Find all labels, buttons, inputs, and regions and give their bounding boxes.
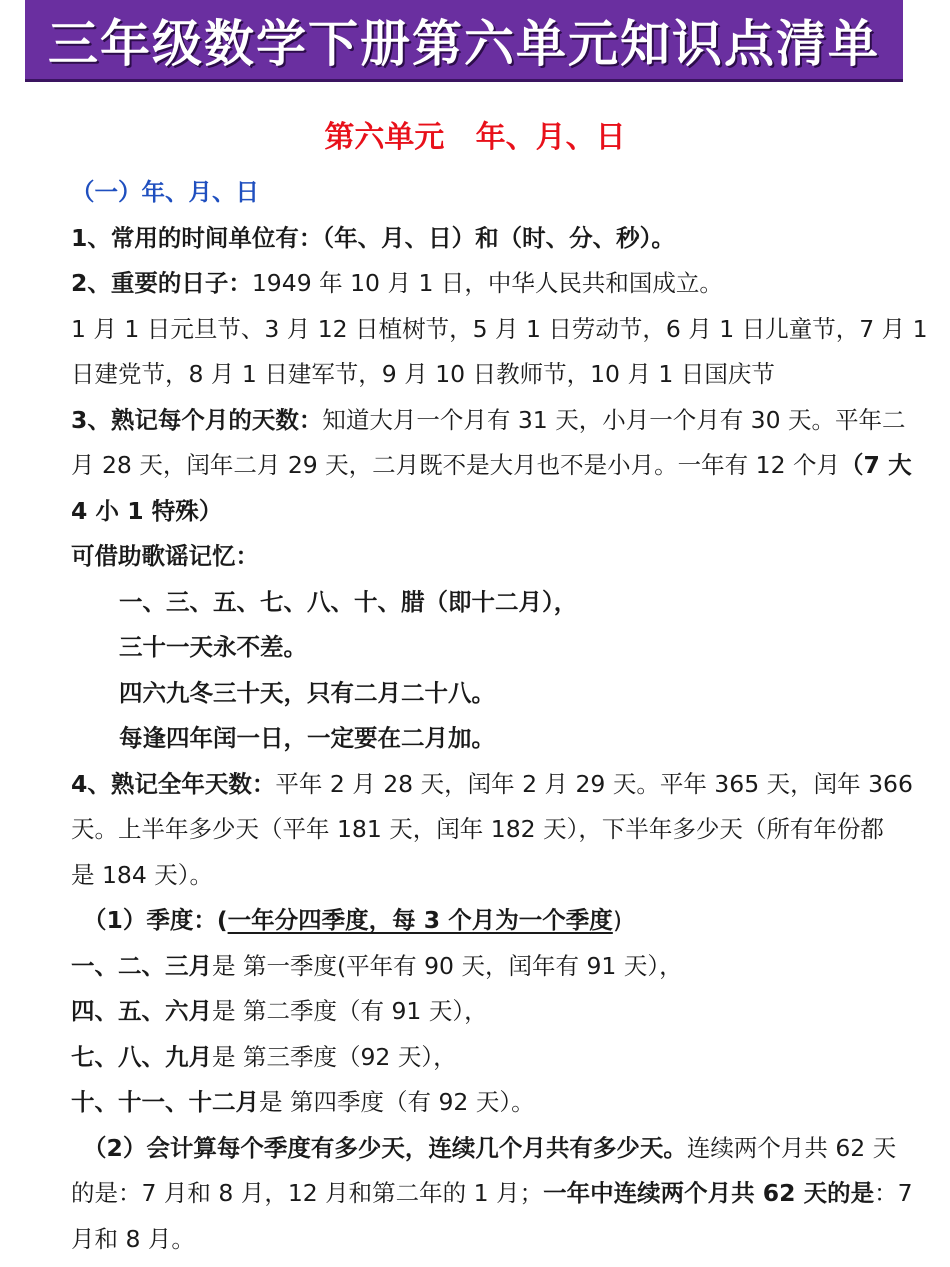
item-2-text: 1949 年 10 月 1 日，中华人民共和国成立。: [251, 269, 723, 297]
quarter-row: [71, 1080, 901, 1126]
calc-item-text-2: 的是：7 月和 8 月，12 月和第二年的 1 月；: [71, 1179, 544, 1207]
festivals-line-2: 日建党节，8 月 1 日建军节，9 月 10 日教师节，10 月 1 日国庆节: [71, 360, 775, 388]
quarter-months: 一、二、三月: [71, 951, 212, 980]
rhyme-intro: 可借助歌谣记忆：: [71, 542, 259, 570]
document-body: [71, 170, 928, 1262]
item-4-line-1: 平年 2 月 28 天，闰年 2 月 29 天。平年 365 天，闰年 366: [275, 769, 913, 798]
quarter-months: 四、五、六月: [71, 997, 212, 1025]
quarter-desc: 第二季度（有 91 天），: [235, 997, 488, 1025]
item-4-label: 4、熟记全年天数：: [71, 769, 276, 798]
quarter-is: 是: [212, 1042, 236, 1071]
quarter-row: [71, 944, 901, 990]
quarters-heading-underlined: 一年分四季度，每 3 个月为一个季度: [227, 906, 613, 934]
item-3: [71, 398, 906, 444]
item-3-line-3: 4 小 1 特殊）: [71, 496, 223, 525]
rhyme-line: 三十一天永不差。: [119, 633, 307, 661]
calc-item-bold-2: 一年中连续两个月共 62 天的是: [543, 1179, 875, 1207]
item-1: 1、常用的时间单位有：（年、月、日）和（时、分、秒）。: [71, 223, 675, 252]
quarter-row: [71, 989, 901, 1035]
quarters-heading: [71, 898, 901, 944]
rhyme-line: 四六九冬三十天，只有二月二十八。: [119, 678, 495, 707]
quarter-is: 是: [212, 951, 236, 980]
calc-item-text-1: 连续两个月共 62 天: [686, 1133, 897, 1162]
quarter-months: 十、十一、十二月: [71, 1088, 259, 1116]
quarter-row: [71, 1035, 901, 1081]
item-4-line-3: 是 184 天）。: [71, 860, 214, 889]
item-3-line-1: 知道大月一个月有 31 天，小月一个月有 30 天。平年二: [322, 405, 906, 434]
rhyme-line: 每逢四年闰一日，一定要在二月加。: [119, 724, 495, 752]
item-3-line-2-bold: （7 大: [840, 451, 912, 479]
calc-item-line-2: [71, 1171, 913, 1217]
quarter-is: 是: [259, 1088, 283, 1116]
quarter-desc: 第三季度（92 天），: [235, 1042, 457, 1071]
calc-item-line-1: [71, 1126, 901, 1172]
quarter-is: 是: [212, 997, 236, 1025]
item-3-label: 3、熟记每个月的天数：: [71, 405, 323, 434]
title-banner: [25, 0, 903, 82]
rhyme-line: 一、三、五、七、八、十、腊（即十二月），: [119, 587, 578, 616]
calc-item-line-3: 月和 8 月。: [71, 1224, 195, 1253]
calc-item-text-3: ：7: [874, 1179, 913, 1207]
quarter-desc: 第四季度（有 92 天）。: [282, 1088, 535, 1116]
banner-title: 三年级数学下册第六单元知识点清单: [48, 14, 880, 73]
item-3-line-2-text: 月 28 天，闰年二月 29 天，二月既不是大月也不是小月。一年有 12 个月: [71, 451, 841, 479]
item-4: [71, 762, 913, 808]
unit-title: 第六单元 年、月、日: [324, 120, 626, 155]
quarter-desc: 第一季度(平年有 90 天，闰年有 91 天），: [235, 951, 683, 980]
quarter-months: 七、八、九月: [71, 1042, 212, 1071]
item-2-label: 2、重要的日子：: [71, 269, 252, 297]
item-4-line-2: 天。上半年多少天（平年 181 天，闰年 182 天），下半年多少天（所有年份都: [71, 815, 884, 843]
quarters-heading-suffix: ): [612, 906, 622, 934]
festivals-line-1: 1 月 1 日元旦节、3 月 12 日植树节，5 月 1 日劳动节，6 月 1 日儿童节，7 月 1: [71, 314, 928, 343]
calc-item-bold: （2）会计算每个季度有多少天，连续几个月共有多少天。: [83, 1133, 687, 1162]
item-2: [71, 261, 901, 307]
section-heading: （一）年、月、日: [71, 178, 259, 206]
item-3-line-2: [71, 443, 912, 489]
quarters-heading-prefix: （1）季度：(: [83, 906, 228, 934]
